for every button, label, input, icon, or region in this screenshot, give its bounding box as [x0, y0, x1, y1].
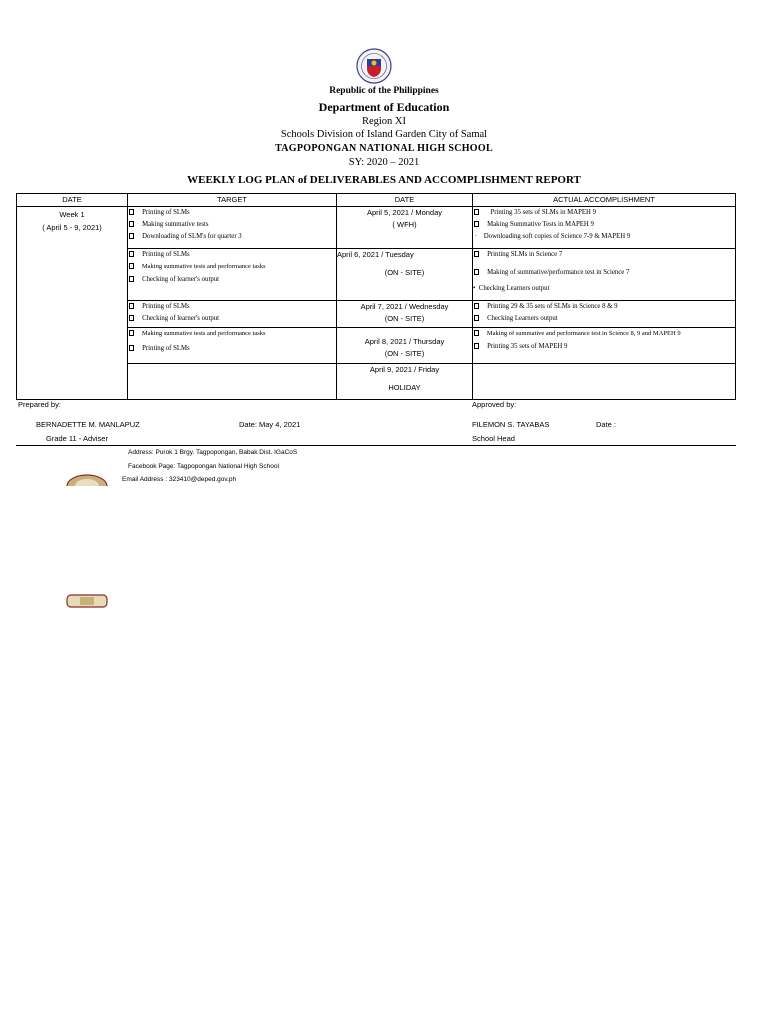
checkbox-icon: [474, 209, 479, 215]
approved-by-name: FILEMON S. TAYABAS: [472, 420, 550, 429]
holiday-text: HOLIDAY: [388, 383, 421, 392]
date-cell: [337, 249, 473, 301]
checkbox-icon: [129, 251, 134, 257]
checkbox-icon: [474, 303, 479, 309]
table-header-row: [17, 194, 736, 207]
mode-text: ( WFH): [392, 220, 417, 229]
list-item: Printing of SLMs: [128, 249, 336, 261]
date-cell: [337, 301, 473, 328]
list-item: Printing of SLMs: [128, 207, 336, 219]
weekly-log-table: [16, 193, 736, 400]
column-header-date: DATE: [17, 194, 128, 207]
deped-logo-icon: [66, 594, 108, 608]
date-text: April 6, 2021 / Tuesday: [337, 250, 414, 259]
approved-by-label: Approved by:: [472, 400, 517, 409]
accomplishment-cell: [473, 249, 736, 301]
department-heading: Department of Education: [318, 100, 450, 114]
checkbox-icon: [129, 209, 134, 215]
target-cell: [128, 364, 337, 400]
column-header-date-2: DATE: [337, 194, 473, 207]
checkbox-icon: [129, 330, 134, 336]
facebook-page: Facebook Page: Tagpopongan National High School: [128, 463, 279, 470]
week-range: ( April 5 - 9, 2021): [42, 223, 102, 232]
week-cell: [17, 207, 128, 400]
week-label: Week 1: [59, 210, 85, 219]
list-item: Printing of SLMs: [128, 343, 336, 355]
target-cell: [128, 328, 337, 364]
list-item: Checking of learner's output: [128, 313, 336, 325]
accomplishment-cell: [473, 328, 736, 364]
checkbox-icon: [474, 269, 479, 275]
list-item: Checking of learner's output: [128, 274, 336, 286]
checkbox-icon: [474, 221, 479, 227]
checkbox-icon: [474, 315, 479, 321]
checkbox-icon: [129, 276, 134, 282]
school-address: Address: Purok 1 Brgy. Tagpopongan, Babak Dist. IGaCoS: [128, 449, 298, 456]
accomplishment-cell: [473, 364, 736, 400]
division-heading: Schools Division of Island Garden City of Samal: [280, 129, 488, 140]
list-item: Making summative tests: [128, 219, 336, 231]
prepared-by-name: BERNADETTE M. MANLAPUZ: [36, 420, 140, 429]
column-header-actual-accomplishment: ACTUAL ACCOMPLISHMENT: [473, 194, 736, 207]
checkbox-icon: [129, 221, 134, 227]
school-logo-icon: [66, 474, 108, 486]
report-title: WEEKLY LOG PLAN of DELIVERABLES AND ACCOMPLISHMENT REPORT: [187, 174, 581, 186]
school-heading: TAGPOPONGAN NATIONAL HIGH SCHOOL: [275, 143, 493, 154]
list-item: Printing of SLMs: [128, 301, 336, 313]
list-item: Downloading of SLM's for quarter 3: [128, 231, 336, 243]
date-cell: [337, 328, 473, 364]
checkbox-icon: [129, 263, 134, 269]
deped-seal: [356, 48, 392, 84]
list-item: Printing SLMs in Science 7: [473, 249, 735, 261]
approved-date: Date :: [596, 420, 617, 429]
checkbox-icon: [474, 251, 479, 257]
mode-text: (ON - SITE): [384, 349, 425, 358]
checkbox-icon: [129, 345, 134, 351]
checkbox-icon: [129, 315, 134, 321]
list-item: · Downloading soft copies of Science 7-9 & MAPEH 9: [473, 233, 631, 240]
prepared-by-role: Grade 11 - Adviser: [46, 434, 108, 443]
date-cell: [337, 207, 473, 249]
table-row: [17, 207, 736, 249]
list-item: Making summative tests and performance tasks: [128, 261, 336, 274]
mode-text: (ON - SITE): [384, 314, 425, 323]
target-cell: [128, 249, 337, 301]
accomplishment-cell: [473, 207, 736, 249]
date-text: April 8, 2021 / Thursday: [364, 337, 445, 346]
footer-divider: [16, 445, 736, 446]
prepared-date: Date: May 4, 2021: [239, 420, 301, 429]
target-cell: [128, 301, 337, 328]
region-heading: Region XI: [361, 116, 407, 127]
list-item: Making of summative and performance test in Science 8, 9 and MAPEH 9: [473, 328, 735, 341]
list-item: Making summative tests and performance tasks: [128, 328, 336, 343]
republic-heading: Republic of the Philippines: [329, 86, 439, 96]
checkbox-icon: [129, 233, 134, 239]
list-item: Checking Learners output: [473, 313, 735, 325]
list-item: Printing 35 sets of SLMs in MAPEH 9: [473, 207, 735, 219]
school-year: SY: 2020 – 2021: [348, 157, 420, 168]
list-item: Making of summative/performance test in Science 7: [473, 261, 735, 279]
approved-by-role: School Head: [472, 434, 515, 443]
email-address: Email Address : 323410@deped.gov.ph: [122, 476, 237, 483]
checkbox-icon: [474, 330, 479, 336]
date-text: April 5, 2021 / Monday: [366, 208, 443, 217]
accomplishment-cell: [473, 301, 736, 328]
list-item: • Checking Learners output: [473, 285, 550, 292]
checkbox-icon: [474, 343, 479, 349]
prepared-by-label: Prepared by:: [18, 400, 61, 409]
checkbox-icon: [129, 303, 134, 309]
list-item: Printing 29 & 35 sets of SLMs in Science 8 & 9: [473, 301, 735, 313]
list-item: Making Summative Tests in MAPEH 9: [473, 219, 735, 231]
date-cell: [337, 364, 473, 400]
list-item: Printing 35 sets of MAPEH 9: [473, 341, 735, 353]
mode-text: (ON - SITE): [384, 268, 425, 277]
date-text: April 9, 2021 / Friday: [369, 365, 440, 374]
target-cell: [128, 207, 337, 249]
column-header-target: TARGET: [128, 194, 337, 207]
date-text: April 7, 2021 / Wednesday: [360, 302, 449, 311]
